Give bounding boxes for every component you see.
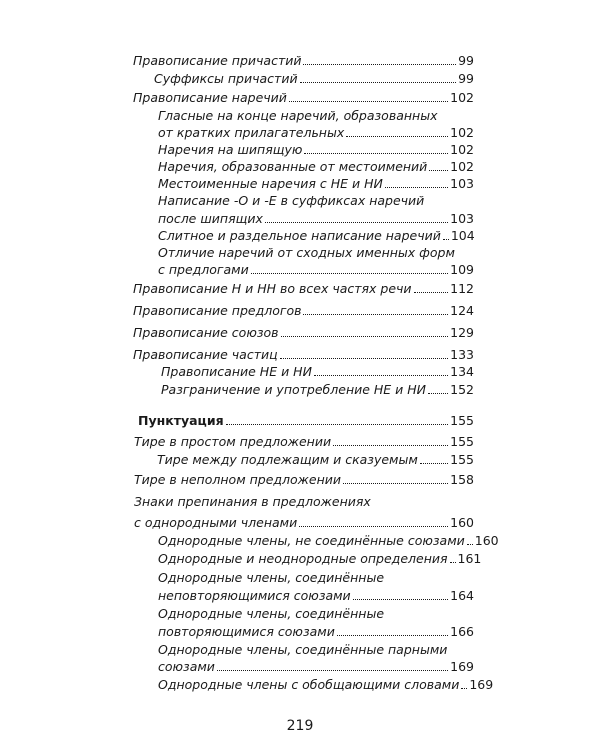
toc-leader <box>337 635 448 636</box>
toc-leader <box>265 222 448 223</box>
toc-leader <box>420 463 448 464</box>
toc-entry-page: 104 <box>450 228 475 243</box>
toc-entry-page: 160 <box>450 515 474 530</box>
toc-entry-title: после шипящих <box>158 211 263 226</box>
toc-leader <box>304 153 448 154</box>
toc-entry-page: 112 <box>450 281 474 296</box>
toc-entry-page: 164 <box>450 588 474 603</box>
toc-entry-title: от кратких прилагательных <box>158 125 345 140</box>
toc-entry-title: Разграничение и употребление НЕ и НИ <box>161 382 427 397</box>
toc-leader <box>300 82 457 83</box>
toc-entry-title: Местоименные наречия с НЕ и НИ <box>158 176 383 191</box>
toc-leader <box>280 358 449 359</box>
toc-entry-participle-suffixes <box>154 71 474 87</box>
toc-entry-page: 169 <box>450 659 474 674</box>
toc-entry-adverb-endings-line2 <box>158 125 474 141</box>
toc-entry-page: 99 <box>458 53 474 68</box>
toc-entry-repeating-line2 <box>158 624 474 640</box>
toc-entry-page: 99 <box>458 71 474 86</box>
toc-leader <box>443 239 449 240</box>
toc-leader <box>281 336 449 337</box>
toc-entry-page: 124 <box>450 303 474 318</box>
toc-entry-title: Наречия на шипящую <box>158 142 303 157</box>
toc-leader <box>343 483 448 484</box>
toc-entry-adverbs-spelling <box>133 90 474 106</box>
toc-entry-title: Однородные члены с обобщающими словами <box>158 677 460 692</box>
toc-entry-title: Наречия, образованные от местоимений <box>158 159 428 174</box>
toc-entry-title: Правописание причастий <box>133 53 302 68</box>
toc-entry-title: Правописание предлогов <box>133 303 302 318</box>
toc-leader <box>450 562 456 563</box>
toc-entry-page: 152 <box>450 382 474 397</box>
toc-entry-homogeneous-marks-line1 <box>134 494 474 510</box>
toc-entry-pronoun-adverbs <box>158 159 474 175</box>
toc-section-title: Пунктуация <box>138 413 224 428</box>
toc-leader <box>217 670 448 671</box>
toc-entry-dash-simple-sentence <box>134 434 474 450</box>
toc-entry-page: 102 <box>450 159 474 174</box>
toc-entry-title: Правописание союзов <box>133 325 279 340</box>
toc-entry-adverb-vs-nominal-line1 <box>158 245 474 261</box>
toc-entry-title: Однородные члены, не соединённые союзами <box>158 533 465 548</box>
toc-entry-title: Гласные на конце наречий, образованных <box>158 108 438 123</box>
toc-entry-adverb-vs-nominal-line2 <box>158 262 474 278</box>
toc-entry-title: Правописание Н и НН во всех частях речи <box>133 281 412 296</box>
toc-entry-title: Слитное и раздельное написание наречий <box>158 228 441 243</box>
toc-entry-title: Однородные члены, соединённые парными <box>158 642 448 657</box>
toc-leader <box>467 544 473 545</box>
toc-entry-conjunctions-spelling <box>133 325 474 341</box>
toc-leader <box>333 445 448 446</box>
toc-leader <box>346 136 448 137</box>
toc-leader <box>299 526 448 527</box>
toc-entry-page: 133 <box>450 347 474 362</box>
toc-leader <box>289 101 448 102</box>
toc-entry-page: 155 <box>450 413 474 428</box>
toc-entry-pronominal-adverbs <box>158 176 474 192</box>
toc-entry-title: Написание -О и -Е в суффиксах наречий <box>158 193 425 208</box>
toc-leader <box>428 393 448 394</box>
toc-entry-title: с однородными членами <box>134 515 298 530</box>
toc-entry-title: союзами <box>158 659 215 674</box>
toc-entry-title: повторяющимися союзами <box>158 624 335 639</box>
toc-entry-title: Однородные члены, соединённые <box>158 606 385 621</box>
toc-entry-ne-ni-spelling <box>161 364 474 380</box>
toc-entry-title: Правописание НЕ и НИ <box>161 364 312 379</box>
toc-entry-title: Тире в простом предложении <box>134 434 332 449</box>
toc-entry-page: 160 <box>474 533 499 548</box>
toc-leader <box>251 273 448 274</box>
toc-leader <box>303 64 456 65</box>
toc-entry-page: 169 <box>469 677 494 692</box>
toc-entry-title: Отличие наречий от сходных именных форм <box>158 245 455 260</box>
toc-leader <box>353 599 448 600</box>
toc-leader <box>314 375 448 376</box>
toc-entry-title: с предлогами <box>158 262 249 277</box>
toc-entry-homogeneous-definitions <box>158 551 482 567</box>
toc-leader <box>429 170 448 171</box>
toc-section-punctuation <box>138 413 474 429</box>
toc-entry-page: 102 <box>450 142 474 157</box>
toc-entry-page: 129 <box>450 325 474 340</box>
toc-entry-dash-subject-predicate <box>157 452 474 468</box>
toc-entry-page: 102 <box>450 90 474 105</box>
toc-entry-homogeneous-marks-line2 <box>134 515 474 531</box>
toc-entry-page: 134 <box>450 364 474 379</box>
toc-entry-page: 161 <box>457 551 482 566</box>
toc-entry-prepositions-spelling <box>133 303 474 319</box>
toc-entry-homogeneous-no-conjunctions <box>158 533 499 549</box>
toc-entry-page: 102 <box>450 125 474 140</box>
toc-leader <box>414 292 449 293</box>
toc-leader <box>461 688 467 689</box>
toc-entry-o-e-suffixes-line1 <box>158 193 474 209</box>
toc-entry-ne-ni-distinction <box>161 382 474 398</box>
toc-entry-adverb-endings-line1 <box>158 108 474 124</box>
toc-entry-non-repeating-line2 <box>158 588 474 604</box>
toc-entry-title: Однородные и неоднородные определения <box>158 551 448 566</box>
toc-entry-paired-line2 <box>158 659 474 675</box>
toc-entry-o-e-suffixes-line2 <box>158 211 474 227</box>
toc-entry-sibilant-adverbs <box>158 142 474 158</box>
toc-leader <box>226 424 449 425</box>
toc-entry-page: 158 <box>450 472 474 487</box>
toc-entry-repeating-line1 <box>158 606 474 622</box>
toc-entry-title: Знаки препинания в предложениях <box>134 494 371 509</box>
toc-entry-title: Правописание частиц <box>133 347 278 362</box>
toc-leader <box>385 187 448 188</box>
toc-entry-title: Однородные члены, соединённые <box>158 570 385 585</box>
toc-entry-title: неповторяющимися союзами <box>158 588 351 603</box>
toc-entry-n-nn-spelling <box>133 281 474 297</box>
toc-leader <box>303 314 448 315</box>
toc-entry-generalizing-words <box>158 677 494 693</box>
toc-entry-paired-line1 <box>158 642 474 658</box>
toc-entry-title: Тире между подлежащим и сказуемым <box>157 452 418 467</box>
toc-entry-title: Правописание наречий <box>133 90 287 105</box>
toc-entry-page: 103 <box>450 176 474 191</box>
toc-entry-title: Тире в неполном предложении <box>134 472 342 487</box>
toc-entry-page: 166 <box>450 624 474 639</box>
toc-entry-non-repeating-line1 <box>158 570 474 586</box>
toc-entry-particles-spelling <box>133 347 474 363</box>
toc-entry-joint-separate-adverbs <box>158 228 474 244</box>
toc-entry-page: 155 <box>450 452 474 467</box>
toc-entry-dash-incomplete-sentence <box>134 472 474 488</box>
toc-entry-title: Суффиксы причастий <box>154 71 298 86</box>
toc-entry-page: 155 <box>450 434 474 449</box>
toc-entry-participles-spelling <box>133 53 474 69</box>
toc-entry-page: 109 <box>450 262 474 277</box>
page-number: 219 <box>286 718 314 734</box>
toc-entry-page: 103 <box>450 211 474 226</box>
